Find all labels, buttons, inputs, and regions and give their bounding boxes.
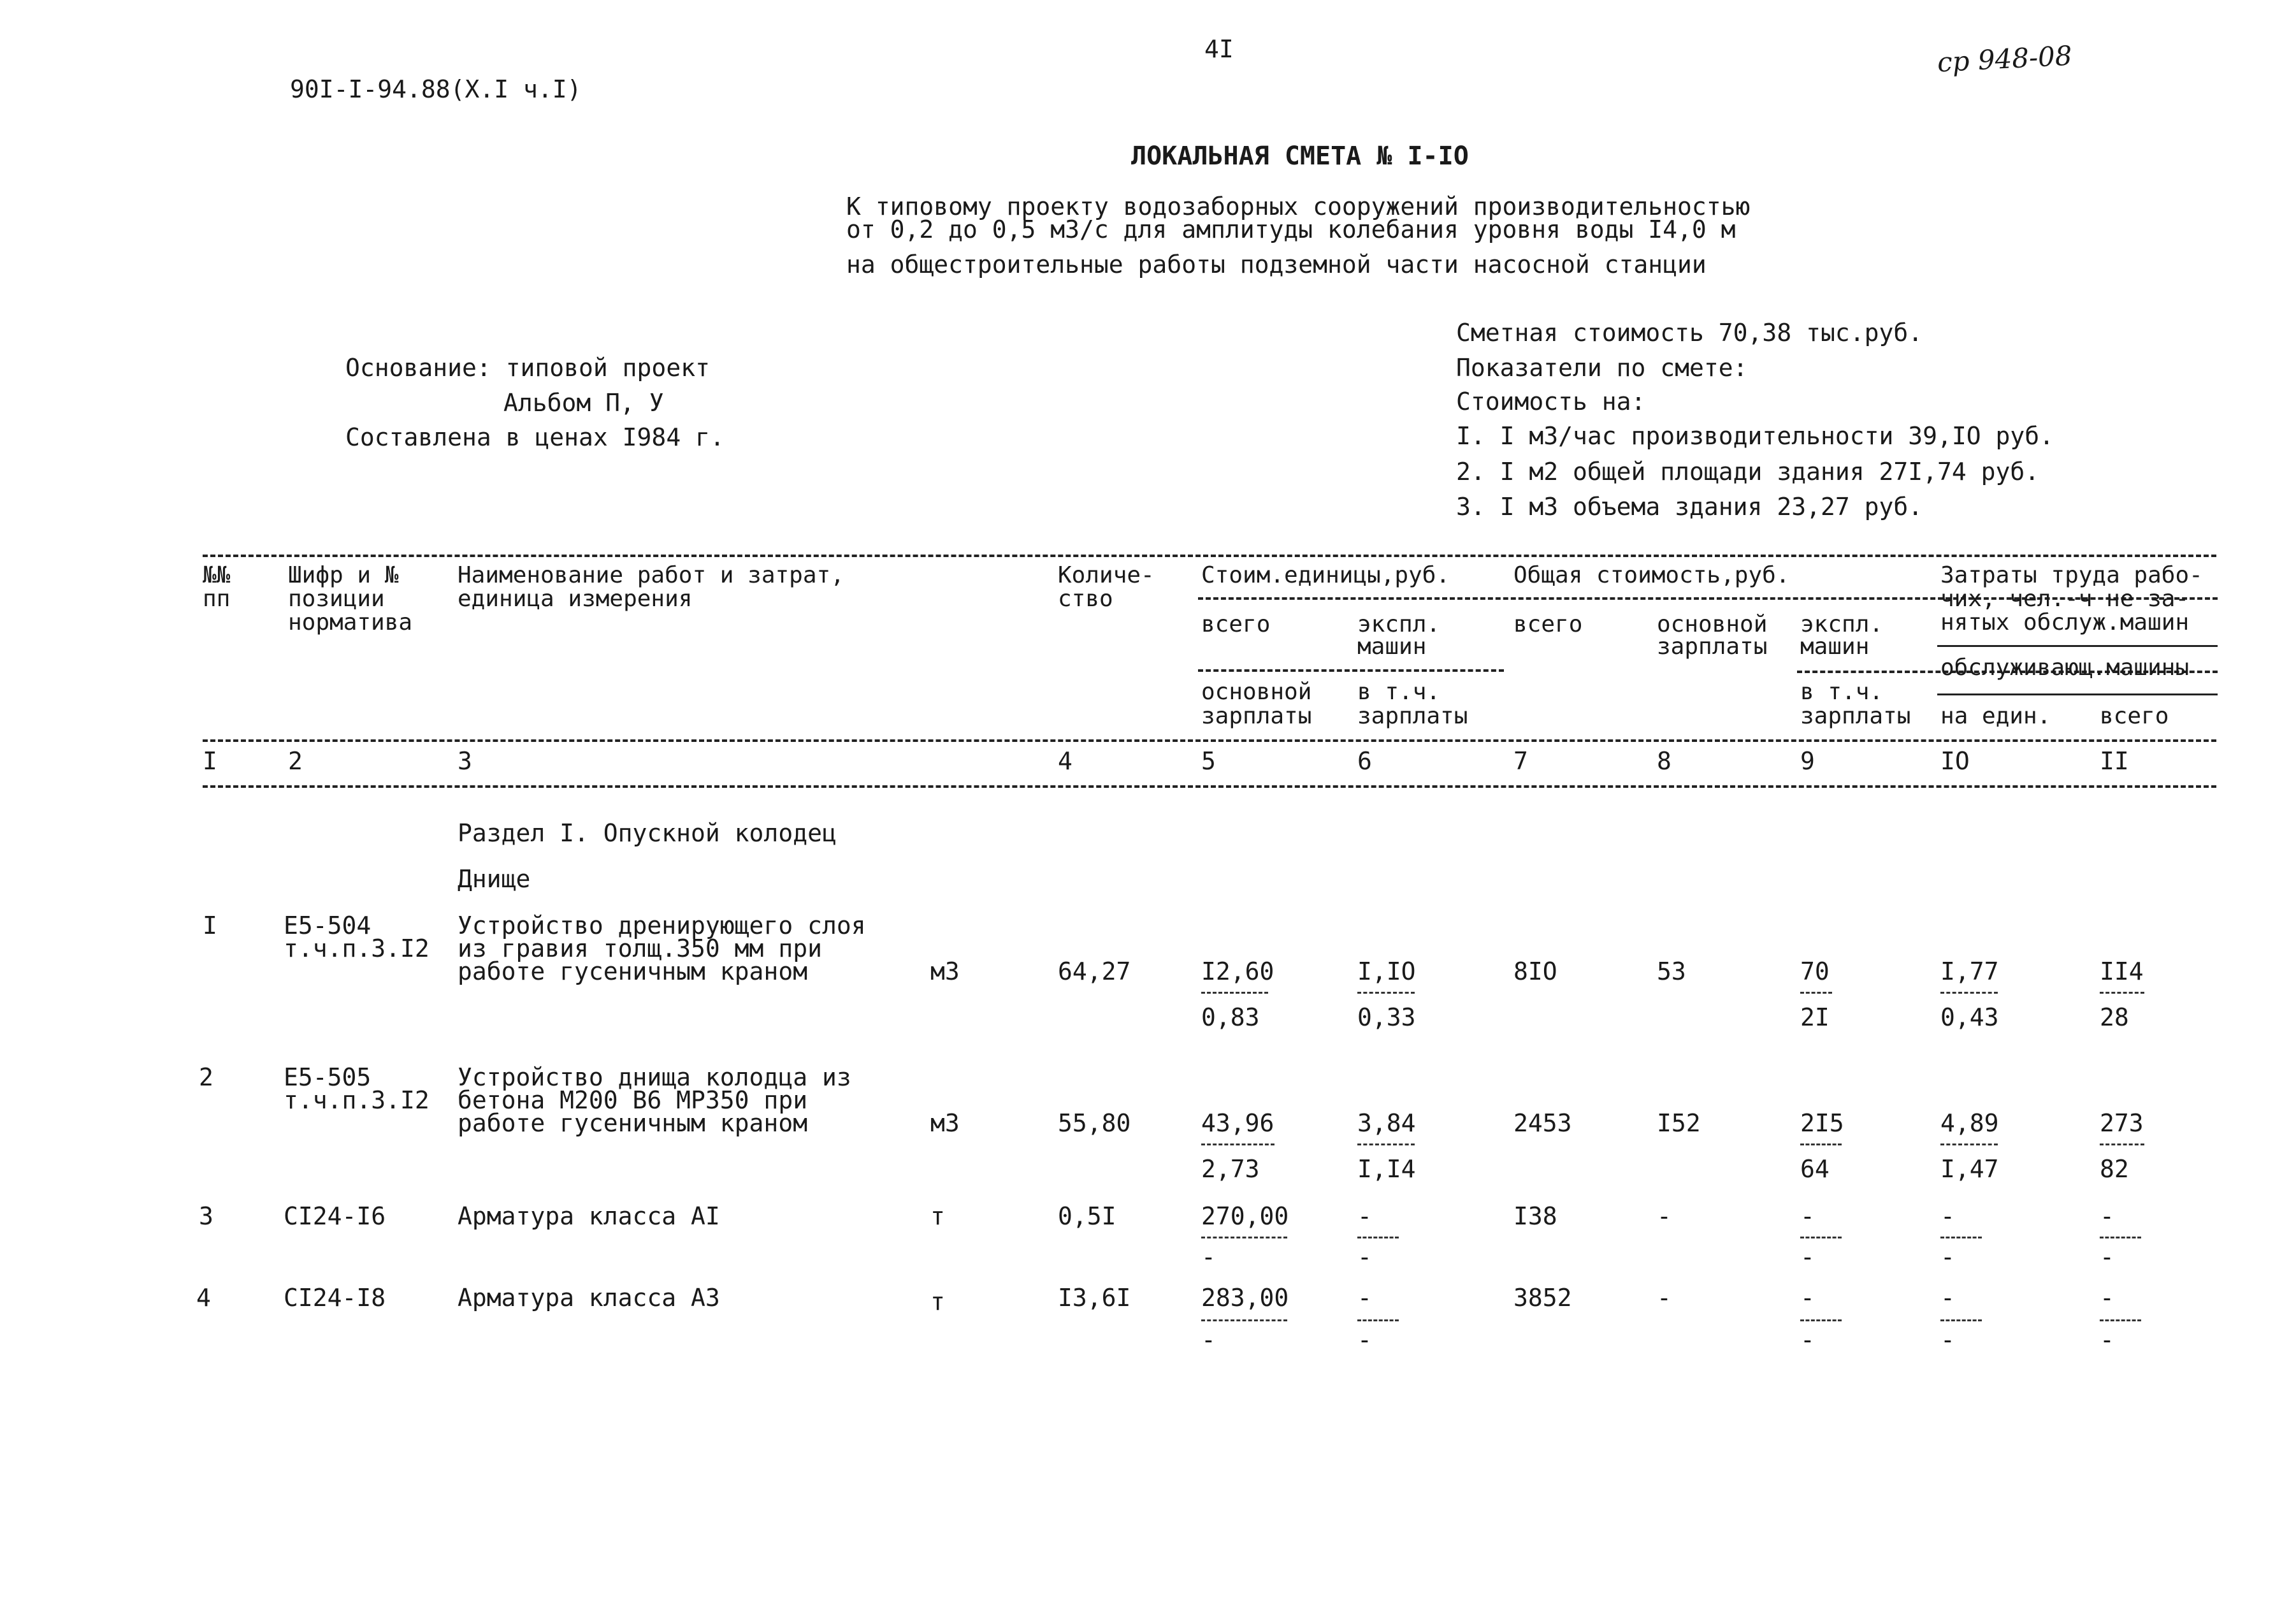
header-name-line-1: Наименование работ и затрат,: [458, 562, 844, 588]
row-labor-unit: I,77: [1940, 957, 1999, 985]
fraction-rule: [1357, 1237, 1399, 1238]
row-unit-total: 43,96: [1201, 1109, 1274, 1137]
row-name-line-2: из гравия толщ.350 мм при: [458, 934, 822, 962]
row-code-line-1: Е5-504: [284, 911, 372, 940]
header-total-total: всего: [1513, 611, 1583, 637]
row-total-mach-wage: -: [1800, 1243, 1815, 1271]
header-total-mach-wage-line-2: зарплаты: [1800, 703, 1911, 729]
fraction-rule: [1357, 1143, 1415, 1145]
row-unit-total: 270,00: [1201, 1202, 1289, 1230]
fraction-rule: [2100, 1237, 2141, 1238]
estimate-subtitle-line-3: на общестроительные работы подземной части насосной станции: [846, 250, 1707, 279]
fraction-rule: [1357, 992, 1415, 994]
cost-info-line-2: Показатели по смете:: [1456, 354, 1748, 382]
row-labor-unit-serv: -: [1940, 1243, 1955, 1271]
header-labor-line-1: Затраты труда рабо-: [1940, 562, 2203, 588]
row-unit-wage: 0,83: [1201, 1003, 1260, 1031]
row-unit-wage: 2,73: [1201, 1155, 1260, 1183]
row-code-line-1: СI24-I6: [284, 1202, 386, 1230]
column-number-9: 9: [1800, 747, 1815, 775]
fraction-rule: [1940, 1319, 1982, 1321]
estimate-subtitle-line-1: К типовому проекту водозаборных сооружений производительностью: [846, 192, 1751, 221]
row-name-line-3: работе гусеничным краном: [458, 957, 808, 985]
row-code-line-1: Е5-505: [284, 1063, 372, 1091]
fraction-rule: [2100, 992, 2144, 994]
header-labor-unit: на един.: [1940, 703, 2051, 729]
fraction-rule: [1201, 1143, 1274, 1145]
fraction-rule: [2100, 1319, 2141, 1321]
cost-info-line-6: 3. I м3 объема здания 23,27 руб.: [1456, 493, 1923, 521]
row-total-mach: -: [1800, 1284, 1815, 1312]
header-unit-mach-line-1: экспл.: [1357, 611, 1441, 637]
header-total-mach-wage-line-1: в т.ч.: [1800, 679, 1884, 705]
header-num-line-2: пп: [203, 586, 231, 612]
cost-info-line-5: 2. I м2 общей площади здания 27I,74 руб.: [1456, 458, 2040, 486]
row-unit-mach-wage: -: [1357, 1243, 1372, 1271]
row-unit: м3: [930, 1109, 960, 1137]
row-labor-unit: 4,89: [1940, 1109, 1999, 1137]
header-total-mach-line-2: машин: [1800, 634, 1870, 660]
column-number-6: 6: [1357, 747, 1372, 775]
row-unit-mach: -: [1357, 1284, 1372, 1312]
header-sub-rule-b: [1937, 645, 2218, 647]
row-labor-total: 273: [2100, 1109, 2144, 1137]
column-number-11: II: [2100, 747, 2129, 775]
row-unit: т: [930, 1288, 945, 1316]
row-total-wage: -: [1657, 1284, 1671, 1312]
row-code-line-2: т.ч.п.3.I2: [284, 934, 430, 962]
row-unit-total: 283,00: [1201, 1284, 1289, 1312]
header-labor-line-2: чих, чел.-ч не за-: [1940, 586, 2190, 612]
row-unit-mach: -: [1357, 1202, 1372, 1230]
header-total-mach-line-1: экспл.: [1800, 611, 1884, 637]
fraction-rule: [1940, 1143, 1998, 1145]
fraction-rule: [1800, 1143, 1842, 1145]
header-code-line-1: Шифр и №: [288, 562, 399, 588]
header-unit-wage-line-1: основной: [1201, 679, 1312, 705]
row-labor-total-serv: 28: [2100, 1003, 2129, 1031]
subsection-title: Днище: [458, 865, 531, 893]
header-unit-mach-wage-line-2: зарплаты: [1357, 703, 1468, 729]
estimate-title: ЛОКАЛЬНАЯ СМЕТА № I-IO: [1131, 142, 1469, 171]
row-labor-total: II4: [2100, 957, 2144, 985]
row-code-line-1: СI24-I8: [284, 1284, 386, 1312]
row-total: 8IO: [1513, 957, 1557, 985]
column-number-7: 7: [1513, 747, 1528, 775]
table-top-rule: [203, 555, 2216, 557]
basis-line-3: Составлена в ценах I984 г.: [345, 423, 725, 451]
row-unit: м3: [930, 957, 960, 985]
header-labor-total: всего: [2100, 703, 2169, 729]
row-total: 3852: [1513, 1284, 1572, 1312]
row-total-wage: -: [1657, 1202, 1671, 1230]
column-numbers-rule: [203, 785, 2216, 788]
row-name-line-1: Арматура класса АI: [458, 1202, 720, 1230]
fraction-rule: [2100, 1143, 2144, 1145]
row-total-mach: 2I5: [1800, 1109, 1844, 1137]
header-labor-serv: обслуживающ.машины: [1940, 655, 2190, 681]
row-unit-wage: -: [1201, 1326, 1216, 1354]
fraction-rule: [1800, 1237, 1842, 1238]
header-unit-cost: Стоим.единицы,руб.: [1201, 562, 1450, 588]
header-qty-line-2: ство: [1058, 586, 1113, 612]
row-quantity: 55,80: [1058, 1109, 1131, 1137]
estimate-subtitle-line-2: от 0,2 до 0,5 м3/с для амплитуды колебания уровня воды I4,0 м: [846, 215, 1736, 243]
row-total-wage: I52: [1657, 1109, 1701, 1137]
page-number: 4I: [1204, 35, 1234, 63]
row-labor-unit: -: [1940, 1202, 1955, 1230]
row-number: I: [203, 911, 217, 940]
fraction-rule: [1357, 1319, 1399, 1321]
row-labor-total-serv: -: [2100, 1326, 2114, 1354]
row-name-line-1: Арматура класса А3: [458, 1284, 720, 1312]
header-total-wage-line-1: основной: [1657, 611, 1768, 637]
row-total-wage: 53: [1657, 957, 1686, 985]
row-labor-unit-serv: I,47: [1940, 1155, 1999, 1183]
column-number-4: 4: [1058, 747, 1072, 775]
column-number-5: 5: [1201, 747, 1216, 775]
fraction-rule: [1800, 1319, 1842, 1321]
header-name-line-2: единица измерения: [458, 586, 693, 612]
document-code: 90I-I-94.88(X.I ч.I): [290, 75, 582, 103]
row-labor-unit: -: [1940, 1284, 1955, 1312]
row-quantity: 0,5I: [1058, 1202, 1116, 1230]
row-labor-total-serv: 82: [2100, 1155, 2129, 1183]
row-number: 4: [196, 1284, 211, 1312]
column-number-2: 2: [288, 747, 303, 775]
row-quantity: I3,6I: [1058, 1284, 1131, 1312]
row-labor-total: -: [2100, 1202, 2114, 1230]
basis-line-2: Альбом П, У: [503, 389, 664, 417]
row-code-line-2: т.ч.п.3.I2: [284, 1086, 430, 1114]
row-unit-total: I2,60: [1201, 957, 1274, 985]
row-total: 2453: [1513, 1109, 1572, 1137]
header-unit-wage-line-2: зарплаты: [1201, 703, 1312, 729]
row-labor-unit-serv: -: [1940, 1326, 1955, 1354]
row-total-mach: 70: [1800, 957, 1830, 985]
row-name-line-2: бетона М200 В6 МР350 при: [458, 1086, 808, 1114]
row-unit-mach: 3,84: [1357, 1109, 1416, 1137]
archive-stamp: ср 948-08: [1936, 40, 2073, 78]
row-quantity: 64,27: [1058, 957, 1131, 985]
fraction-rule: [1201, 1237, 1287, 1238]
header-code-line-3: норматива: [288, 609, 413, 635]
row-unit-wage: -: [1201, 1243, 1216, 1271]
row-name-line-3: работе гусеничным краном: [458, 1109, 808, 1137]
header-num-line-1: №№: [203, 562, 231, 588]
header-unit-mach-line-2: машин: [1357, 634, 1427, 660]
fraction-rule: [1800, 992, 1832, 994]
row-total-mach-wage: -: [1800, 1326, 1815, 1354]
cost-info-line-1: Сметная стоимость 70,38 тыс.руб.: [1456, 319, 1923, 347]
fraction-rule: [1201, 1319, 1287, 1321]
header-code-line-2: позиции: [288, 586, 385, 612]
row-labor-unit-serv: 0,43: [1940, 1003, 1999, 1031]
header-total-wage-line-2: зарплаты: [1657, 634, 1768, 660]
basis-line-1: Основание: типовой проект: [345, 354, 710, 382]
column-number-8: 8: [1657, 747, 1671, 775]
row-total: I38: [1513, 1202, 1557, 1230]
header-qty-line-1: Количе-: [1058, 562, 1155, 588]
section-title: Раздел I. Опускной колодец: [458, 819, 837, 847]
header-labor-line-3: нятых обслуж.машин: [1940, 609, 2190, 635]
header-unit-mach-wage-line-1: в т.ч.: [1357, 679, 1441, 705]
row-labor-total: -: [2100, 1284, 2114, 1312]
row-name-line-1: Устройство дренирующего слоя: [458, 911, 866, 940]
row-unit-mach-wage: -: [1357, 1326, 1372, 1354]
column-number-3: 3: [458, 747, 472, 775]
row-unit-mach-wage: 0,33: [1357, 1003, 1416, 1031]
cost-info-line-4: I. I м3/час производительности 39,IO руб.: [1456, 422, 2054, 450]
row-unit-mach: I,IO: [1357, 957, 1416, 985]
header-total-cost: Общая стоимость,руб.: [1513, 562, 1790, 588]
cost-info-line-3: Стоимость на:: [1456, 388, 1646, 416]
column-number-10: IO: [1940, 747, 1970, 775]
header-bottom-rule: [203, 739, 2216, 742]
row-number: 2: [199, 1063, 213, 1091]
row-total-mach: -: [1800, 1202, 1815, 1230]
row-name-line-1: Устройство днища колодца из: [458, 1063, 851, 1091]
fraction-rule: [1940, 992, 1998, 994]
column-number-1: I: [203, 747, 217, 775]
row-unit: т: [930, 1202, 945, 1230]
row-total-mach-wage: 2I: [1800, 1003, 1830, 1031]
fraction-rule: [1940, 1237, 1982, 1238]
row-unit-mach-wage: I,I4: [1357, 1155, 1416, 1183]
row-number: 3: [199, 1202, 213, 1230]
header-sub-rule-e: [1937, 693, 2218, 695]
fraction-rule: [1201, 992, 1268, 994]
header-unit-total: всего: [1201, 611, 1271, 637]
header-sub-rule-c: [1198, 669, 1504, 672]
row-total-mach-wage: 64: [1800, 1155, 1830, 1183]
row-labor-total-serv: -: [2100, 1243, 2114, 1271]
